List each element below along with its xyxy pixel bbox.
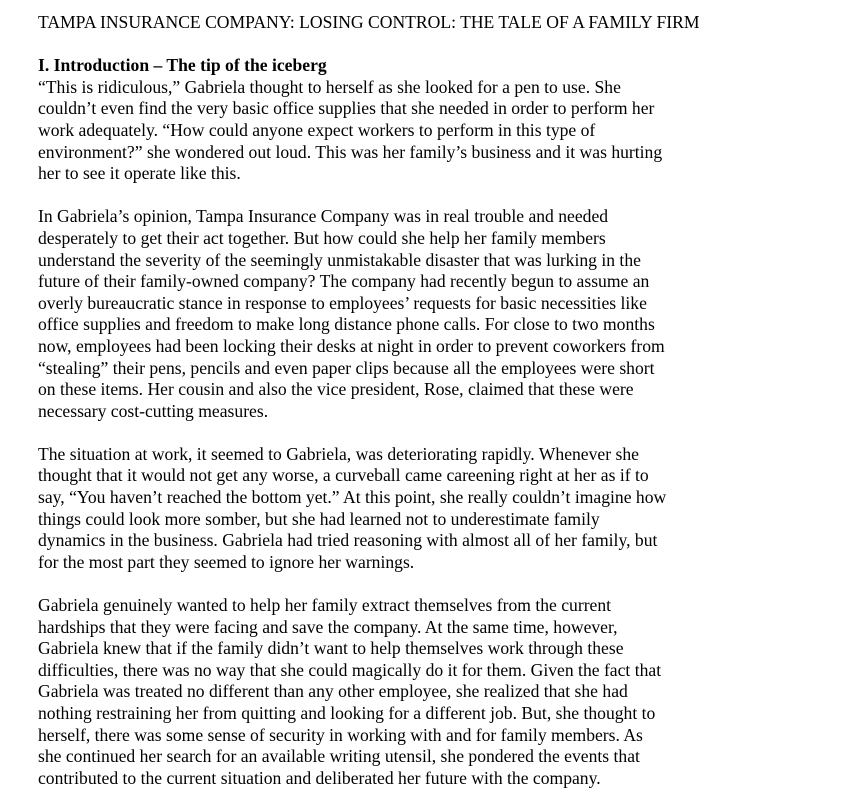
text-line: desperately to get their act together. But how could she help her family members [38,227,606,248]
paragraph-2 [38,206,838,422]
text-line: things could look more somber, but she had learned not to underestimate family [38,508,600,529]
text-line: herself, there was some sense of security in working with and for family members. As [38,724,643,745]
text-line: now, employees had been locking their desks at night in order to prevent coworkers from [38,335,665,356]
paragraph-3 [38,444,838,574]
text-line: work adequately. “How could anyone expect workers to perform in this type of [38,119,596,140]
text-line: office supplies and freedom to make long distance phone calls. For close to two months [38,314,655,335]
text-line: future of their family-owned company? The company had recently begun to assume an [38,271,650,292]
text-line: on these items. Her cousin and also the vice president, Rose, claimed that these were [38,379,634,400]
paragraph-4 [38,595,838,789]
document-page [38,12,838,789]
text-line: environment?” she wondered out loud. This was her family’s business and it was hurting [38,141,663,162]
text-line: hardships that they were facing and save the company. At the same time, however, [38,616,618,637]
text-line: The situation at work, it seemed to Gabriela, was deteriorating rapidly. Whenever she [38,443,639,464]
text-line: “stealing” their pens, pencils and even paper clips because all the employees were short [38,357,655,378]
text-line: difficulties, there was no way that she could magically do it for them. Given the fact that [38,659,662,680]
text-line: dynamics in the business. Gabriela had tried reasoning with almost all of her family, but [38,530,658,551]
text-line: contributed to the current situation and deliberated her future with the company. [38,767,601,788]
text-line: Gabriela was treated no different than any other employee, she realized that she had [38,681,628,702]
paragraph-1 [38,77,838,185]
text-line: understand the severity of the seemingly unmistakable disaster that was lurking in the [38,249,641,270]
text-line: thought that it would not get any worse, a curveball came careening right at her as if to [38,465,649,486]
text-line: Gabriela knew that if the family didn’t want to help themselves work through these [38,638,624,659]
text-line: overly bureaucratic stance in response to employees’ requests for basic necessities like [38,292,647,313]
text-line: she continued her search for an available writing utensil, she pondered the events that [38,746,640,767]
section-heading: I. Introduction – The tip of the iceberg [38,55,327,76]
text-line: her to see it operate like this. [38,163,241,184]
text-line: “This is ridiculous,” Gabriela thought to herself as she looked for a pen to use. She [38,76,621,97]
text-line: couldn’t even find the very basic office supplies that she needed in order to perform her [38,98,655,119]
text-line: In Gabriela’s opinion, Tampa Insurance Company was in real trouble and needed [38,206,609,227]
text-line: for the most part they seemed to ignore her warnings. [38,551,415,572]
text-line: nothing restraining her from quitting and looking for a different job. But, she thought to [38,703,656,723]
text-line: necessary cost-cutting measures. [38,400,269,421]
text-line: Gabriela genuinely wanted to help her family extract themselves from the current [38,595,612,616]
text-line: say, “You haven’t reached the bottom yet.” At this point, she really couldn’t imagine how [38,487,667,508]
document-title: TAMPA INSURANCE COMPANY: LOSING CONTROL: THE TALE OF A FAMILY FIRM [38,12,700,32]
